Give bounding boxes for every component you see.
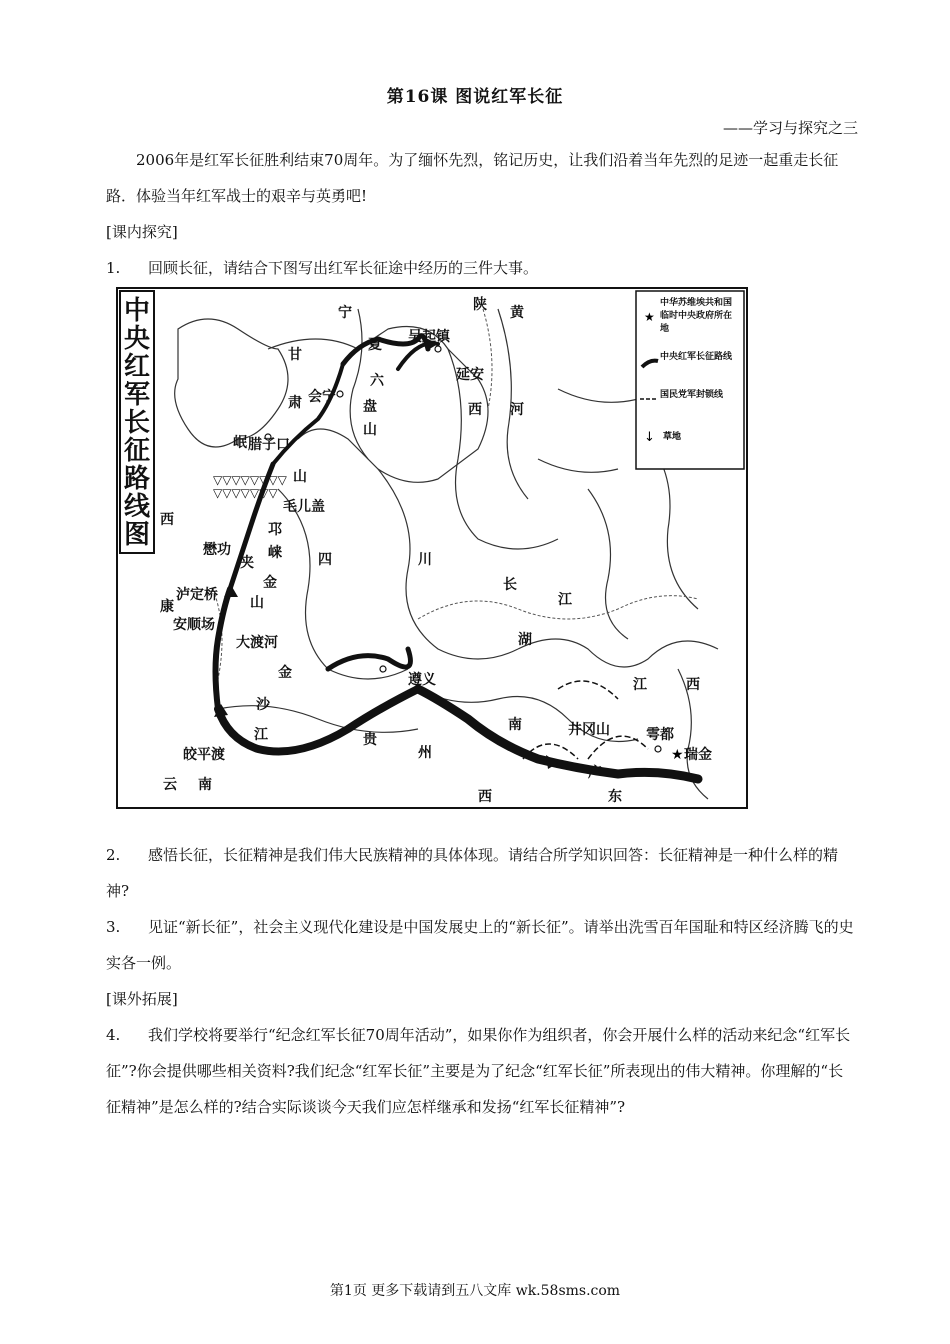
place-label: 山 [363, 422, 377, 438]
place-label: 长 [503, 577, 517, 593]
place-label: 甘 [288, 347, 302, 363]
place-label: 瑞金 [684, 747, 712, 763]
place-label: 川 [418, 552, 432, 568]
place-label: 沙 [256, 697, 270, 713]
map-title-char: 路 [123, 464, 151, 494]
place-label: 南 [508, 717, 522, 733]
map-title-char: 军 [123, 380, 151, 410]
legend-star-icon: ★ [644, 310, 655, 324]
question-text: 感悟长征，长征精神是我们伟大民族精神的具体体现。请结合所学知识回答：长征精神是一种什么样的精神? [106, 846, 839, 900]
section-heading-inclass: [课内探究] [106, 223, 178, 241]
question-text: 我们学校将要举行“纪念红军长征70周年活动”，如果你作为组织者，你会开展什么样的活动来纪念“红军长征”?你会提供哪些相关资料?我们纪念“红军长征”主要是为了纪念“红军长征”所表现出的伟大精神。你理解的“长征精神”是怎么样的?结合实际谈谈今天我们应怎样继承和发扬“红军长征精神”? [106, 1026, 851, 1116]
legend-star-label: 中华苏维埃共和国临时中央政府所在地 [660, 298, 733, 334]
ruijin-star-icon: ★ [671, 747, 684, 763]
grassland-marks [213, 473, 288, 500]
place-label: 西 [686, 677, 700, 693]
place-label: 延安 [456, 367, 484, 383]
place-label: 皎平渡 [183, 747, 225, 763]
legend-route-label: 中央红军长征路线 [660, 352, 733, 362]
legend-blockade-label: 国民党军封锁线 [660, 390, 724, 400]
place-label: 陕 [473, 297, 487, 313]
place-label: 金 [278, 665, 292, 681]
place-label: 江 [558, 592, 572, 608]
map-title-char: 央 [123, 324, 151, 354]
map-title-char: 长 [123, 408, 151, 438]
place-label: 西 [478, 789, 492, 805]
question-number: 1. [106, 259, 121, 277]
place-label: 山 [293, 469, 307, 485]
place-label: 州 [418, 745, 432, 761]
place-label: 会宁 [308, 389, 336, 405]
place-label: 遵义 [408, 672, 436, 688]
map-title-char: 图 [123, 520, 151, 550]
svg-text:▽▽▽▽▽▽▽▽: ▽▽▽▽▽▽▽▽ [213, 473, 287, 487]
question-number: 2. [106, 846, 121, 864]
place-label: 井冈山 [568, 722, 610, 738]
place-label: 夹 [240, 555, 254, 571]
place-label: 湖 [518, 632, 532, 648]
question-4 [106, 1017, 858, 1125]
place-label: 懋功 [203, 542, 231, 558]
place-label: 贵 [363, 732, 377, 748]
place-label: 广 [588, 765, 602, 781]
map-title-char: 红 [123, 352, 151, 382]
place-label: 康 [160, 599, 174, 615]
place-label: 雩都 [646, 727, 674, 743]
svg-text:▽▽▽▽▽▽▽: ▽▽▽▽▽▽▽ [213, 486, 278, 500]
place-label: 安顺场 [173, 617, 215, 633]
place-label: 东 [608, 789, 622, 805]
place-label: 江 [633, 677, 647, 693]
map-title-char: 征 [123, 436, 151, 466]
question-text: 回顾长征，请结合下图写出红军长征途中经历的三件大事。 [148, 259, 539, 277]
question-2 [106, 837, 858, 909]
place-label: 夏 [368, 337, 382, 353]
place-label: 西 [468, 402, 482, 418]
place-label: 宁 [338, 305, 352, 321]
map-title-char: 中 [123, 296, 151, 326]
legend-grassland-label: 草地 [663, 432, 682, 442]
place-label: 岷 [233, 435, 247, 451]
question-3 [106, 909, 858, 981]
map-title-char: 线 [123, 492, 151, 522]
place-label: 泸定桥 [176, 587, 218, 603]
lesson-title: 第16课 图说红军长征 [386, 87, 564, 107]
place-label: 河 [510, 402, 524, 418]
legend-grassland-icon: ↓ [644, 430, 655, 445]
question-1 [106, 250, 858, 286]
question-text: 见证“新长征”，社会主义现代化建设是中国发展史上的“新长征”。请举出洗雪百年国耻和特区经济腾飞的史实各一例。 [106, 918, 854, 972]
page-footer: 第1页 更多下载请到五八文库 wk.58sms.com [329, 1283, 621, 1299]
place-label: 西 [160, 512, 174, 528]
place-label: 肃 [288, 395, 302, 411]
place-label: 大渡河 [236, 635, 278, 651]
question-number: 3. [106, 918, 121, 936]
place-label: 山 [250, 595, 264, 611]
place-label: 邛 [268, 522, 282, 538]
intro-paragraph: 2006年是红军长征胜利结束70周年。为了缅怀先烈，铭记历史，让我们沿着当年先烈的足迹一起重走长征路．体验当年红军战士的艰辛与英勇吧! [106, 151, 839, 205]
place-label: 六 [370, 373, 384, 389]
blockade-lines [523, 681, 648, 759]
place-label: 金 [263, 575, 277, 591]
place-label: 南 [198, 777, 212, 793]
place-label: 四 [318, 552, 332, 568]
place-label: 毛儿盖 [283, 499, 325, 515]
place-label: 云 [163, 777, 177, 793]
place-label: 盘 [363, 399, 377, 415]
section-heading-outclass: [课外拓展] [106, 990, 178, 1008]
place-label: 崃 [268, 545, 282, 561]
place-label: 江 [254, 727, 268, 743]
lesson-subtitle: ——学习与探究之三 [722, 119, 858, 137]
place-label: 腊子口 [248, 437, 290, 453]
place-label: 黄 [510, 305, 524, 321]
question-number: 4. [106, 1026, 121, 1044]
place-label: 吴起镇 [408, 329, 450, 345]
map-svg [118, 289, 746, 807]
long-march-route-map [116, 287, 748, 809]
